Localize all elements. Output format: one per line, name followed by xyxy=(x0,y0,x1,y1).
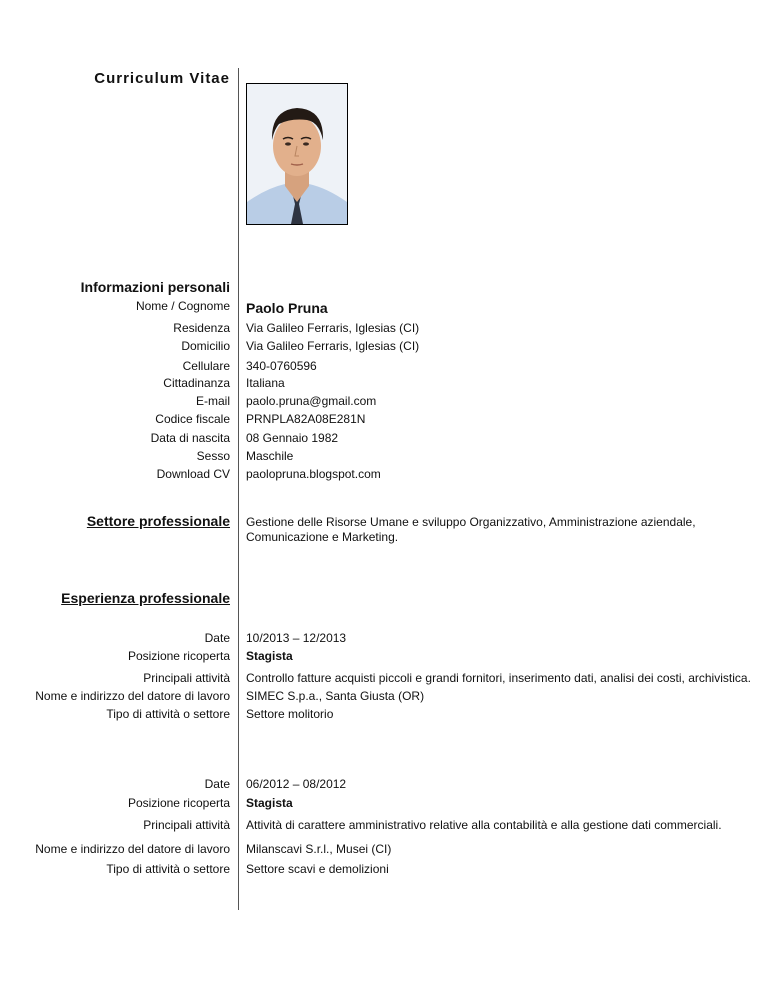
citizenship-value: Italiana xyxy=(246,376,285,390)
personal-info-heading: Informazioni personali xyxy=(80,279,230,295)
exp1-employer: SIMEC S.p.a., Santa Giusta (OR) xyxy=(246,689,425,703)
birth-date-label: Data di nascita xyxy=(150,431,230,445)
exp2-position-label: Posizione ricoperta xyxy=(127,796,230,810)
tax-code-value: PRNPLA82A08E281N xyxy=(246,412,366,426)
exp1-activities-label: Principali attività xyxy=(143,671,230,685)
download-cv-link[interactable]: paolopruna.blogspot.com xyxy=(246,467,381,481)
exp2-position: Stagista xyxy=(246,796,293,810)
download-cv-label: Download CV xyxy=(156,467,230,481)
exp1-position-label: Posizione ricoperta xyxy=(127,649,230,663)
exp1-activities: Controllo fatture acquisti piccoli e grandi fornitori, inserimento dati, analisi dei costi, archivistica. xyxy=(246,671,751,685)
exp2-employer: Milanscavi S.r.l., Musei (CI) xyxy=(246,842,392,856)
exp1-date: 10/2013 – 12/2013 xyxy=(246,631,347,645)
sex-value: Maschile xyxy=(246,449,294,463)
exp1-position: Stagista xyxy=(246,649,293,663)
tax-code-label: Codice fiscale xyxy=(155,412,230,426)
exp2-sector-label: Tipo di attività o settore xyxy=(106,862,230,876)
exp2-date-label: Date xyxy=(204,777,230,791)
residence-label: Residenza xyxy=(173,321,230,335)
mobile-value: 340-0760596 xyxy=(246,359,317,373)
exp1-sector-label: Tipo di attività o settore xyxy=(106,707,230,721)
exp2-activities: Attività di carattere amministrativo relative alla contabilità e alla gestione dati commerciali. xyxy=(246,818,722,832)
domicile-value: Via Galileo Ferraris, Iglesias (CI) xyxy=(246,339,420,353)
email-value: paolo.pruna@gmail.com xyxy=(246,394,377,408)
exp1-sector: Settore molitorio xyxy=(246,707,334,721)
email-label: E-mail xyxy=(195,394,230,408)
exp1-employer-label: Nome e indirizzo del datore di lavoro xyxy=(35,689,230,703)
domicile-label: Domicilio xyxy=(181,339,230,353)
document-title: Curriculum Vitae xyxy=(94,70,230,87)
exp2-date: 06/2012 – 08/2012 xyxy=(246,777,347,791)
mobile-label: Cellulare xyxy=(182,359,230,373)
exp1-date-label: Date xyxy=(204,631,230,645)
exp2-employer-label: Nome e indirizzo del datore di lavoro xyxy=(35,842,230,856)
column-divider xyxy=(238,68,239,910)
experience-heading: Esperienza professionale xyxy=(61,590,230,606)
exp2-sector: Settore scavi e demolizioni xyxy=(246,862,389,876)
full-name: Paolo Pruna xyxy=(246,300,328,316)
citizenship-label: Cittadinanza xyxy=(163,376,230,390)
sector-text: Gestione delle Risorse Umane e sviluppo Organizzativo, Amministrazione aziendale, Comunicazione e Marketing. xyxy=(246,515,696,544)
profile-photo xyxy=(246,83,348,225)
sector-heading: Settore professionale xyxy=(86,513,230,529)
birth-date-value: 08 Gennaio 1982 xyxy=(246,431,339,445)
sex-label: Sesso xyxy=(196,449,230,463)
name-label: Nome / Cognome xyxy=(135,299,230,313)
residence-value: Via Galileo Ferraris, Iglesias (CI) xyxy=(246,321,420,335)
exp2-activities-label: Principali attività xyxy=(143,818,230,832)
